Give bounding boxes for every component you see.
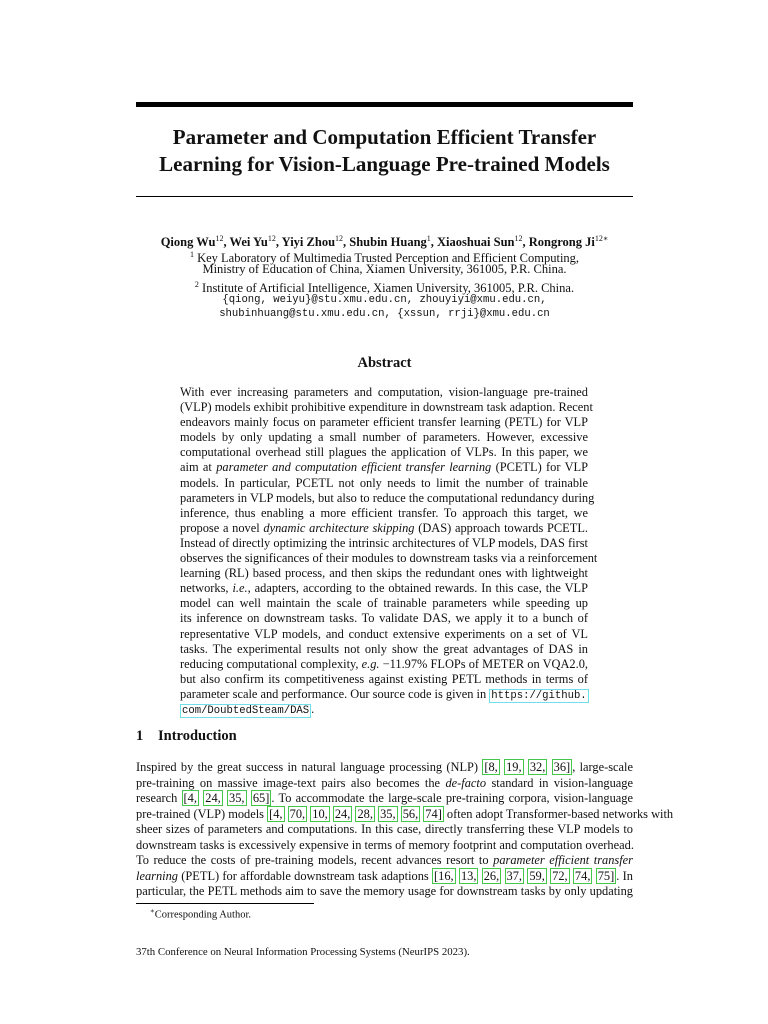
abstract-line: models. In particular, PCETL not only needs to limit the number of trainable [180,475,588,490]
citation-link[interactable]: [16, [434,868,454,883]
section-number: 1 [136,728,144,744]
citation-link[interactable]: [4, [269,806,283,821]
citation-link[interactable]: 56, [402,806,419,821]
paragraph-line: Inspired by the great success in natural language processing (NLP) [8, 19, 32, 36] , large-scale [136,760,633,774]
abstract-line: tasks. The experimental results not only show the great advantages of DAS in [180,641,588,656]
abstract-line: its inference on downstream tasks. To validate DAS, we apply it to a bunch of [180,611,588,626]
abstract-line: parameter scale and performance. Our source code is given in https://github. [180,686,587,702]
abstract-line: propose a novel dynamic architecture skipping (DAS) approach towards PCETL. [180,520,588,535]
paragraph-line: research [4, 24, 35, 65] . To accommodate the large-scale pre-training corpora, vision-language [136,791,633,806]
citation-link[interactable]: [8, [484,760,498,774]
abstract-heading: Abstract [357,355,412,371]
intro-paragraph-1 [136,760,674,854]
citation-link[interactable]: 35, [380,806,396,821]
abstract-line: learning (RL) based process, and then skips the redundant ones with lightweight [180,566,588,581]
author-name: Rongrong Ji [528,235,595,250]
author-affiliation-mark: 1 [426,234,431,243]
author-affiliation-mark: 12 [215,234,224,243]
abstract-line: aim at parameter and computation efficient transfer learning (PCETL) for VLP [180,460,589,475]
emphasis-text: de-facto [445,775,487,790]
citation-link[interactable]: 35, [229,791,245,806]
citation-link[interactable]: 75] [597,868,615,883]
author-affiliation-mark: 12 [514,234,523,243]
email-line-2: shubinhuang@stu.xmu.edu.cn, {xssun, rrji}@xmu.edu.cn [219,308,550,320]
citation-link[interactable]: 72, [552,868,568,883]
citation-link[interactable]: 26, [483,868,500,883]
affiliation-text: Institute of Artificial Intelligence, Xiamen University, 361005, P.R. China. [202,281,575,296]
abstract-line: representative VLP models, and conduct extensive experiments on a set of VL [180,626,588,641]
abstract-line: observes the significances of their modules to downstream tasks via a reinforcement [180,551,598,566]
affiliation-text: Key Laboratory of Multimedia Trusted Perception and Efficient Computing, [197,251,580,266]
author-name: Yiyi Zhou [281,235,336,250]
abstract-body [180,385,598,717]
email-line-1: {qiong, weiyu}@stu.xmu.edu.cn, zhouyiyi@xmu.edu.cn, [222,294,547,306]
abstract-line: models by only updating a small number of parameters. However, excessive [180,430,588,445]
abstract-line: endeavors mainly focus on parameter efficient transfer learning (PETL) for VLP [180,415,588,430]
abstract-line: parameters in VLP models, but also to reduce the computational redundancy during [180,490,595,505]
paragraph-line: learning (PETL) for affordable downstream task adaptions [16, 13, 26, 37, 59, 72, 74, 75] . In [136,868,633,883]
emphasis-text: dynamic architecture skipping [263,520,415,535]
conference-note: 37th Conference on Neural Information Processing Systems (NeurIPS 2023). [136,946,470,958]
title-line-1: Parameter and Computation Efficient Transfer [172,125,597,149]
abstract-line: networks, i.e., adapters, according to the obtained rewards. In this case, the VLP [180,581,588,596]
paragraph-line: downstream tasks is excessively expensive in terms of memory footprint and computation overhead. [136,837,634,852]
citation-link[interactable]: 74, [574,868,591,883]
paragraph-line: pre-training on massive image-text pairs also becomes the de-facto standard in vision-language [136,775,633,790]
abstract-line: com/DoubtedSteam/DAS . [182,701,315,717]
affiliation-number: 1 [189,250,194,259]
footnote-text: Corresponding Author. [154,909,252,921]
abstract-line: Instead of directly optimizing the intrinsic architectures of VLP models, DAS first [180,535,588,550]
emphasis-text: learning [136,868,178,883]
paragraph-line: To reduce the costs of pre-training models, recent advances resort to parameter efficient transfer [136,853,633,867]
abstract-line: but also confirm its competitiveness against existing PETL methods in terms of [180,671,588,686]
source-code-link-continued[interactable]: com/DoubtedSteam/DAS [182,704,310,717]
citation-link[interactable]: 28, [357,806,373,821]
author-name: Wei Yu [229,235,268,250]
author-affiliation-mark: 12 [335,234,344,243]
emphasis-text: parameter efficient transfer [493,853,633,867]
paper-title [136,124,633,178]
section-title: Introduction [158,728,237,744]
paragraph-line: sheer sizes of parameters and computations. In this case, directly transferring these VLP models to [136,822,633,837]
citation-link[interactable]: 74] [425,806,442,821]
emphasis-text: i.e. [232,581,248,596]
affiliation-number: 2 [194,280,199,289]
citation-link[interactable]: 70, [289,806,306,821]
abstract-line: computational overhead still plagues the application of VLPs. In this paper, we [180,445,588,460]
title-top-rule [136,102,633,107]
affiliation-1-line-2: Ministry of Education of China, Xiamen University, 361005, P.R. China. [202,262,567,276]
author-name: Qiong Wu [160,235,216,250]
author-affiliation-mark: 12 [267,234,276,243]
emphasis-text: e.g. [361,656,380,671]
title-bottom-rule [136,196,633,197]
citation-link[interactable]: 36] [553,760,571,774]
citation-link[interactable]: 59, [529,868,545,883]
citation-link[interactable]: 32, [529,760,546,774]
citation-link[interactable]: 24, [334,806,351,821]
title-line-2: Learning for Vision-Language Pre-trained Models [159,152,610,176]
abstract-line: (VLP) models exhibit prohibitive expenditure in downstream task adaption. Recent [180,400,593,415]
abstract-line: model can well maintain the scale of trainable parameters while speeding up [180,596,588,611]
citation-link[interactable]: 65] [252,791,270,806]
footnote-mark: ∗ [150,907,155,915]
paragraph-line: particular, the PETL methods aim to save the memory usage for downstream tasks by only updating [136,884,633,899]
citation-link[interactable]: 10, [312,806,328,821]
author-name: Shubin Huang [349,235,427,250]
author-name: Xiaoshuai Sun [437,235,515,250]
footnote [150,907,251,921]
footnote-rule [136,903,314,904]
source-code-link[interactable]: https://github. [491,689,587,702]
citation-link[interactable]: 19, [506,760,522,774]
abstract-line: reducing computational complexity, e.g. −11.97% FLOPs of METER on VQA2.0, [180,656,588,671]
citation-link[interactable]: 24, [205,791,221,806]
author-list: Qiong Wu$^{12}$, Wei Yu$^{12}$, Yiyi Zhou$^{12}$, Shubin Huang$^1$, Xiaoshuai Sun$^{12}$, Rongrong $Ji^{12∗}$ [160,234,609,250]
abstract-line: inference, thus enabling a more efficient transfer. To approach this target, we [180,505,588,520]
intro-paragraph-2 [136,853,633,900]
citation-link[interactable]: 13, [460,868,477,883]
paragraph-line: pre-trained (VLP) models [4, 70, 10, 24, 28, 35, 56, 74] often adopt Transformer-based networks with [136,806,674,821]
abstract-line: With ever increasing parameters and computation, vision-language pre-trained [180,385,588,399]
citation-link[interactable]: [4, [183,791,197,806]
author-affiliation-mark: 12∗ [594,234,609,243]
emphasis-text: parameter and computation efficient transfer learning [216,460,492,475]
citation-link[interactable]: 37, [506,868,523,883]
section-heading-introduction [136,728,237,745]
